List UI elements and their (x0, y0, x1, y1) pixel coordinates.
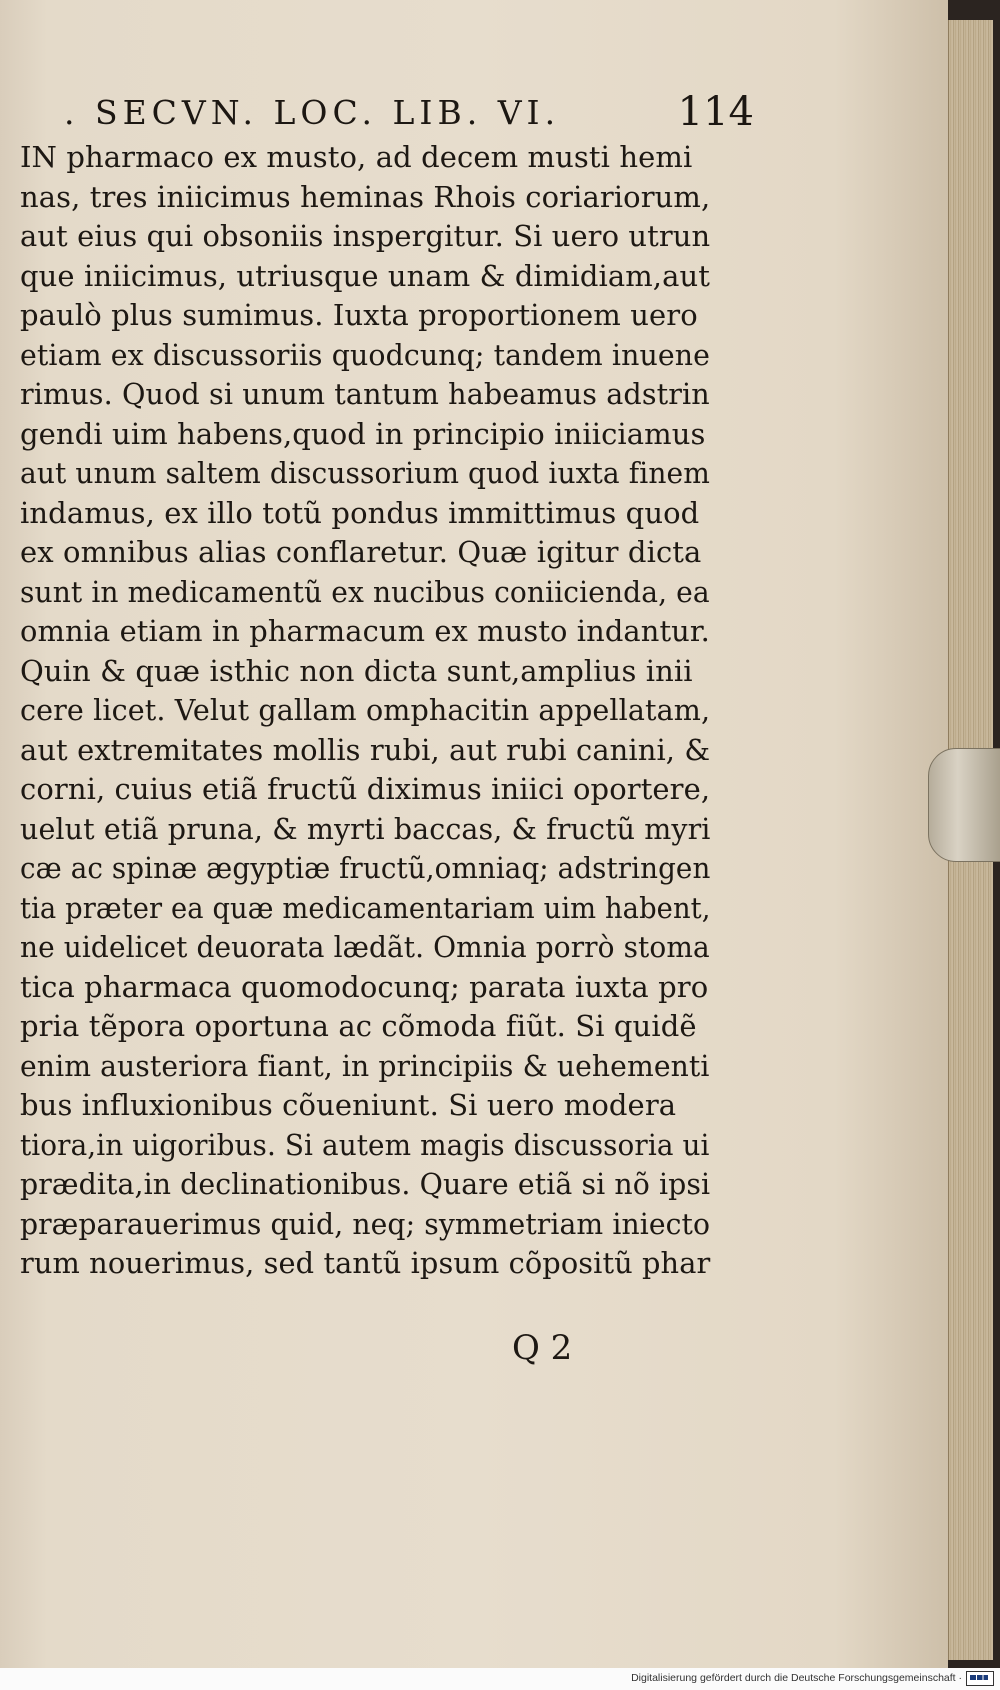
text-line: paulò plus sumimus. Iuxta proportionem uero (20, 298, 698, 332)
text-line: tia præter ea quæ medicamentariam uim habent, (20, 890, 711, 925)
text-line: aut extremitates mollis rubi, aut rubi canini, & (20, 732, 711, 767)
text-line: rimus. Quod si unum tantum habeamus adstrin (20, 377, 710, 411)
text-line: rum nouerimus, sed tantũ ipsum cõpositũ phar (20, 1246, 711, 1280)
digitization-credit (631, 1668, 994, 1688)
folio-number: 114 (677, 89, 754, 135)
text-line: uelut etiã pruna, & myrti baccas, & fructũ myri (20, 811, 711, 846)
text-line: pria tẽpora oportuna ac cõmoda fiũt. Si quidẽ (20, 1009, 697, 1043)
running-head (64, 84, 754, 140)
text-line: enim austeriora fiant, in principiis & uehementi (20, 1048, 710, 1083)
credit-text: Digitalisierung gefördert durch die Deutsche Forschungsgemeinschaft · (631, 1672, 962, 1684)
text-line: Quin & quæ isthic non dicta sunt,amplius inii (20, 653, 693, 688)
text-line: bus influxionibus cõueniunt. Si uero modera (20, 1088, 677, 1122)
signature-mark: Q 2 (512, 1328, 573, 1368)
text-line: nas, tres iniicimus heminas Rhois coriariorum, (20, 179, 711, 214)
dfg-logo-icon (966, 1671, 994, 1686)
text-line: prædita,in declinationibus. Quare etiã si nõ ipsi (20, 1167, 711, 1201)
text-line: ex omnibus alias conflaretur. Quæ igitur dicta (20, 535, 702, 569)
text-line: præparauerimus quid, neq; symmetriam iniecto (20, 1206, 711, 1241)
text-line: cere licet. Velut gallam omphacitin appellatam, (20, 693, 711, 727)
text-line: que iniicimus, utriusque unam & dimidiam,aut (20, 258, 710, 293)
text-line: sunt in medicamentũ ex nucibus coniicienda, ea (20, 574, 710, 609)
text-line: aut eius qui obsoniis inspergitur. Si uero utrun (20, 219, 711, 253)
text-line: corni, cuius etiã fructũ diximus iniici oportere, (20, 772, 711, 806)
running-head-title: . SECVN. LOC. LIB. VI. (64, 92, 561, 132)
text-line: tica pharmaca quomodocunq; parata iuxta pro (20, 969, 709, 1004)
text-line: indamus, ex illo totũ pondus immittimus quod (20, 495, 700, 530)
text-line: cæ ac spinæ ægyptiæ fructũ,omniaq; adstringen (20, 851, 711, 885)
text-line: tiora,in uigoribus. Si autem magis discussoria ui (20, 1127, 710, 1162)
page-clip-tab (928, 748, 1000, 862)
text-line: omnia etiam in pharmacum ex musto indantur. (20, 614, 710, 648)
text-line: aut unum saltem discussorium quod iuxta finem (20, 456, 710, 490)
body-text (20, 138, 710, 1284)
text-line: gendi uim habens,quod in principio iniiciamus (20, 416, 706, 451)
text-line: IN pharmaco ex musto, ad decem musti hemi (20, 140, 693, 174)
text-line: ne uidelicet deuorata lædãt. Omnia porrò stoma (20, 930, 710, 964)
text-line: etiam ex discussoriis quodcunq; tandem inuene (20, 337, 711, 372)
